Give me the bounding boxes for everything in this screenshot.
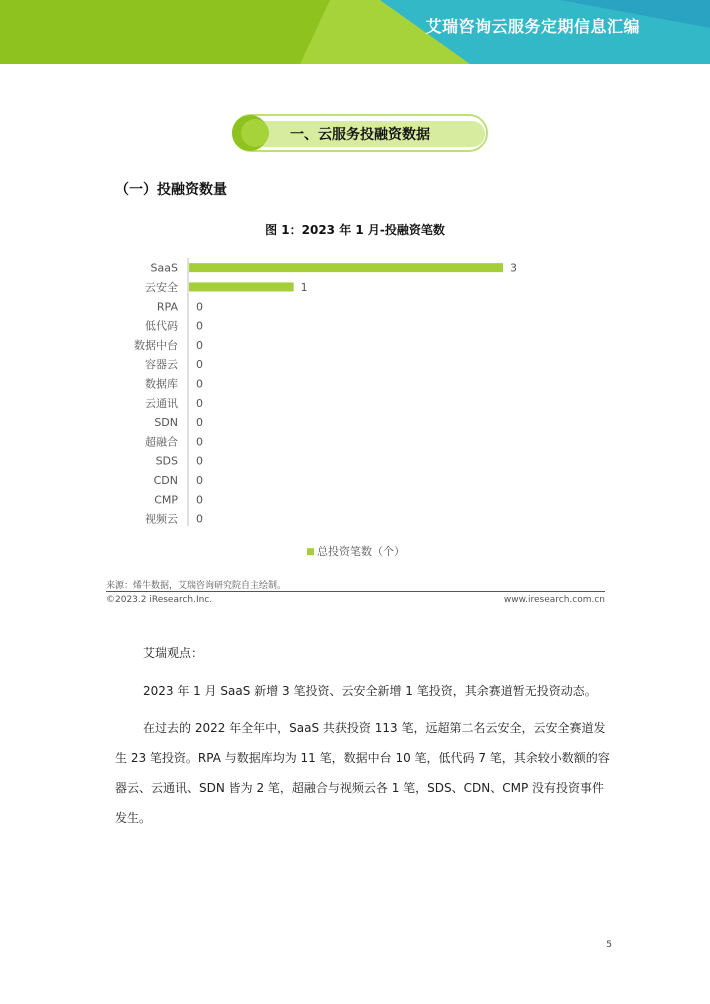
analysis-paragraph: 在过去的 2022 年全年中，SaaS 共获投资 113 笔，远超第二名云安全，云安全赛道发生 23 笔投资。RPA 与数据库均为 11 笔，数据中台 10 笔，低代码 7 笔，其余较小数额的容器云、云通讯、SDN 皆为 2 笔，超融合与视频云各 1 笔，SDS、CDN、CMP 没有投资事件发生。 <box>115 721 610 825</box>
category-label: CMP <box>154 493 178 507</box>
analysis-heading: 艾瑞观点： <box>143 646 204 660</box>
data-label: 0 <box>196 473 203 487</box>
data-label: 0 <box>196 300 203 314</box>
copyright: ©2023.2 iResearch.Inc. <box>106 595 213 605</box>
category-label: 低代码 <box>145 319 178 333</box>
category-label: 数据中台 <box>134 338 178 352</box>
category-label: 数据库 <box>145 377 178 391</box>
data-label: 0 <box>196 377 203 391</box>
category-label: 云安全 <box>145 280 178 294</box>
data-label: 0 <box>196 416 203 430</box>
category-label: RPA <box>156 300 178 314</box>
data-label: 0 <box>196 358 203 372</box>
legend-label: 总投资笔数（个） <box>317 545 405 559</box>
data-label: 0 <box>196 319 203 333</box>
data-label: 1 <box>300 280 308 294</box>
divider <box>106 591 605 592</box>
bar <box>189 282 294 291</box>
subsection-title: （一）投融资数量 <box>115 182 227 198</box>
category-label: 容器云 <box>145 358 178 372</box>
category-label: CDN <box>153 473 178 487</box>
chart-source: 来源：烯牛数据，艾瑞咨询研究院自主绘制。 <box>106 581 287 591</box>
analysis-paragraph: 2023 年 1 月 SaaS 新增 3 笔投资、云安全新增 1 笔投资，其余赛道暂无投资动态。 <box>143 684 597 698</box>
chart-title: 图 1：2023 年 1 月-投融资笔数 <box>265 223 445 237</box>
bar-chart <box>120 255 540 567</box>
legend-swatch <box>307 548 314 555</box>
page-number: 5 <box>606 940 612 950</box>
category-label: SaaS <box>150 261 178 275</box>
report-series-title: 艾瑞咨询云服务定期信息汇编 <box>425 17 640 36</box>
section-title: 一、云服务投融资数据 <box>290 127 430 143</box>
data-label: 0 <box>196 435 203 449</box>
data-label: 0 <box>196 493 203 507</box>
website-link[interactable]: www.iresearch.com.cn <box>503 595 605 605</box>
category-label: SDN <box>154 416 178 430</box>
category-label: 视频云 <box>145 512 178 526</box>
data-label: 0 <box>196 338 203 352</box>
category-label: 云通讯 <box>145 396 178 410</box>
bar <box>189 263 503 272</box>
data-label: 0 <box>196 512 203 526</box>
category-label: 超融合 <box>145 435 178 449</box>
category-label: SDS <box>155 454 178 468</box>
data-label: 0 <box>196 454 203 468</box>
data-label: 0 <box>196 396 203 410</box>
data-label: 3 <box>510 261 517 275</box>
